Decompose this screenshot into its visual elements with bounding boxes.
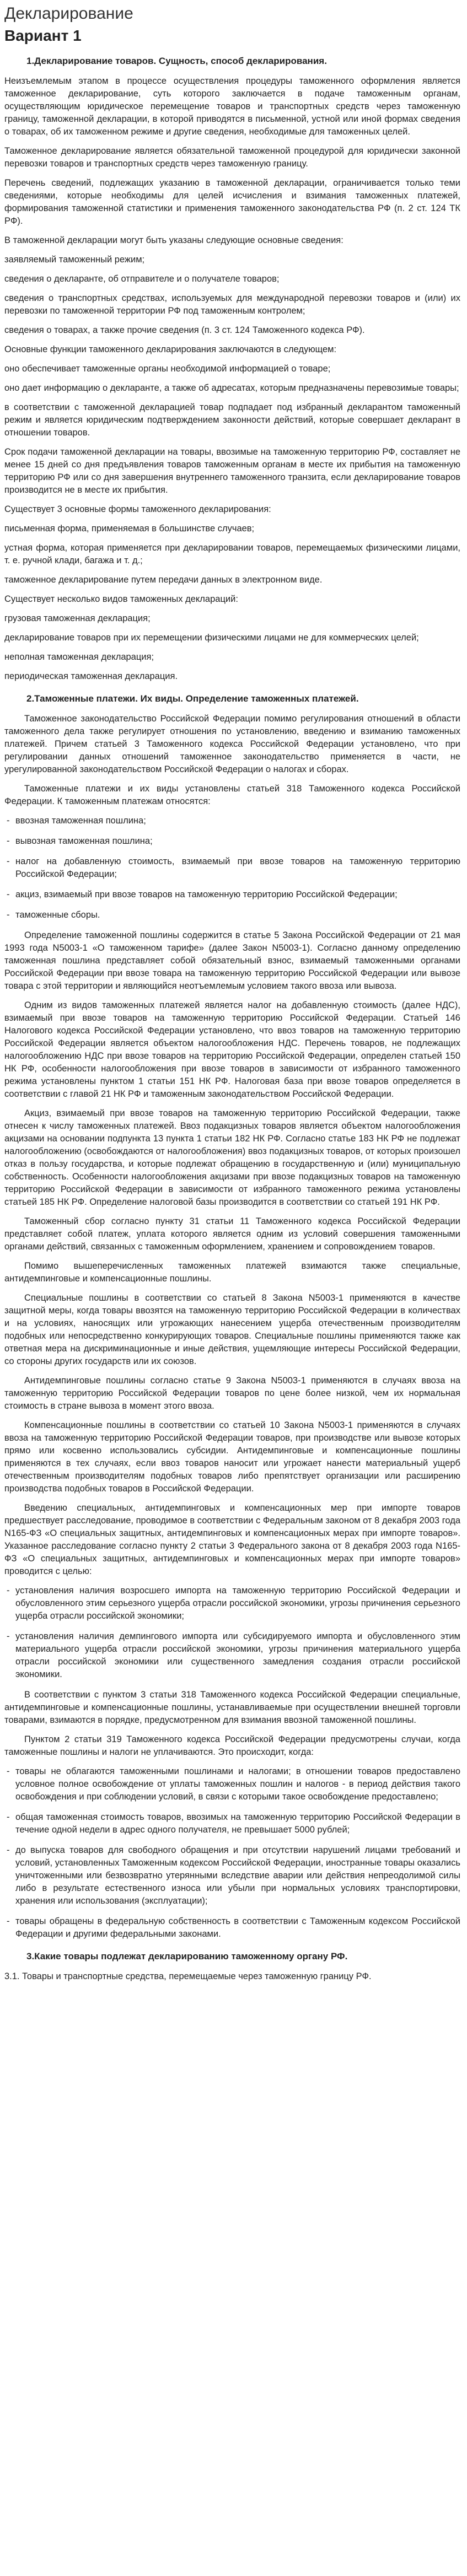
paragraph: оно обеспечивает таможенные органы необходимой информацией о товаре; [4, 364, 331, 374]
list-item: - установления наличия демпингового импорта или субсидируемого импорта и обусловленного этим материального ущерба отрасли российской экономики, угрозы причинения материального ущерба отрасли российской экономики или существенного замедления создания отрасли российской экономики. [4, 1630, 460, 1681]
variant-heading: Вариант 1 [4, 27, 82, 44]
paragraph: грузовая таможенная декларация; [4, 613, 151, 623]
paragraph: Неизъемлемым этапом в процессе осуществления процедуры таможенного оформления является таможенное декларирование, суть которого заключается в подаче таможенным органам, осуществляющим юридическое перемещение товаров и транспортных средств через таможенную границу, таможенной декларации, в которой приводятся в письменной, устной или иной формах сведения о товарах, об их таможенном режиме и другие сведения, необходимые для таможенных целей. [4, 76, 460, 137]
paragraph: В таможенной декларации могут быть указаны следующие основные сведения: [4, 235, 343, 245]
list-item: - до выпуска товаров для свободного обращения и при отсутствии нарушений лицами требований и условий, установленных Таможенным кодексом Российской Федерации, иностранные товары оказались уничтоженными или безвозвратно утерянными вследствие аварии или действия непреодолимой силы либо в результате естественного износа или убыли при нормальных условиях транспортировки, хранения или использования (эксплуатации); [4, 1844, 460, 1907]
paragraph: Определение таможенной пошлины содержится в статье 5 Закона Российской Федерации от 21 мая 1993 года N5003-1 «О таможенном тарифе» (далее Закон N5003-1). Согласно данному определению таможенная пошлина представляет собой обязательный взнос, взимаемый таможенными органами Российской Федерации при ввозе товара на таможенную территорию Российской Федерации или вывозе товара с этой территории и являющийся неотъемлемым условием такого ввоза или вывоза. [4, 930, 460, 991]
paragraph: сведения о транспортных средствах, используемых для международной перевозки товаров и (или) их перевозки по таможенной территории РФ под таможенным контролем; [4, 293, 460, 316]
paragraph: декларирование товаров при их перемещении физическими лицами не для коммерческих целей; [4, 633, 419, 643]
payment-types-list [4, 815, 460, 921]
paragraph: устная форма, которая применяется при декларировании товаров, перемещаемых физическими лицами, т. е. ручной клади, багажа и т. д.; [4, 543, 460, 565]
paragraph: Таможенный сбор согласно пункту 31 статьи 11 Таможенного кодекса Российской Федерации представляет собой платеж, уплата которого является одним из условий совершения таможенными органами действий, связанных с таможенным оформлением, хранением и сопровождением товаров. [4, 1216, 460, 1252]
paragraph: сведения о товарах, а также прочие сведения (п. 3 ст. 124 Таможенного кодекса РФ). [4, 325, 365, 335]
list-item: - ввозная таможенная пошлина; [4, 815, 460, 827]
list-item: - установления наличия возросшего импорта на таможенную территорию Российской Федерации и обусловленного этим серьезного ущерба отрасли российской экономики, угрозы причинения серьезного ущерба отрасли российской экономики; [4, 1585, 460, 1623]
paragraph: периодическая таможенная декларация. [4, 671, 178, 681]
paragraph: В соответствии с пунктом 3 статьи 318 Таможенного кодекса Российской Федерации специальные, антидемпинговые и компенсационные пошлины, устанавливаемые при осуществлении внешней торговли товарами, взимаются в порядке, предусмотренном для взимания ввозной таможенной пошлины. [4, 1690, 460, 1725]
section-2-heading: 2.Таможенные платежи. Их виды. Определение таможенных платежей. [26, 693, 359, 704]
list-item: - акциз, взимаемый при ввозе товаров на таможенную территорию Российской Федерации; [4, 888, 460, 901]
paragraph: Таможенное законодательство Российской Федерации помимо регулирования отношений в области таможенного дела также регулирует отношения по установлению, введению и взиманию таможенных платежей. Причем статьей 3 Таможенного кодекса Российской Федерации установлено, что при регулировании данных отношений таможенное законодательство применяется в части, не урегулированной законодательством Российской Федерации о налогах и сборах. [4, 714, 460, 774]
list-item: - товары не облагаются таможенными пошлинами и налогами; в отношении товаров предоставлено условное полное освобождение от уплаты таможенных пошлин и налогов - в период действия такого освобождения и при соблюдении условий, в связи с которыми такое освобождение предоставлено; [4, 1765, 460, 1803]
paragraph: Введению специальных, антидемпинговых и компенсационных мер при импорте товаров предшествует расследование, проводимое в соответствии с Федеральным законом от 8 декабря 2003 года N165-ФЗ «О специальных защитных, антидемпинговых и компенсационных мерах при импорте товаров». Указанное расследование согласно пункту 2 статьи 3 Федерального закона от 8 декабря 2003 года N165-ФЗ «О специальных защитных, антидемпинговых и компенсационных мерах при импорте товаров» проводится с целью: [4, 1503, 460, 1576]
investigation-goals-list [4, 1585, 460, 1681]
list-item: - товары обращены в федеральную собственность в соответствии с Таможенным кодексом Российской Федерации и другими федеральными законами. [4, 1915, 460, 1941]
paragraph: Основные функции таможенного декларирования заключаются в следующем: [4, 344, 337, 354]
paragraph: сведения о декларанте, об отправителе и о получателе товаров; [4, 274, 280, 284]
paragraph: Акциз, взимаемый при ввозе товаров на таможенную территорию Российской Федерации, также отнесен к числу таможенных платежей. Ввоз подакцизных товаров является объектом налогообложения акцизами на основании подпункта 13 пункта 1 статьи 182 НК РФ. Согласно статье 183 НК РФ не подлежат налогообложению (освобождаются от налогообложения) ввоз подакцизных товаров, от которых произошел отказ в пользу государства, и которые подлежат обращению в государственную и (или) муниципальную собственность. Особенности налогообложения акцизами при ввозе подакцизных товаров на таможенную территорию Российской Федерации в зависимости от избранного таможенного режима установлены статьей 185 НК РФ. Определение налоговой базы производится в соответствии со статьей 191 НК РФ. [4, 1108, 460, 1207]
paragraph: Антидемпинговые пошлины согласно статье 9 Закона N5003-1 применяются в случаях ввоза на таможенную территорию Российской Федерации товаров по цене более низкой, чем их нормальная стоимость в стране вывоза в момент этого ввоза. [4, 1376, 460, 1411]
paragraph: неполная таможенная декларация; [4, 652, 154, 662]
paragraph: Перечень сведений, подлежащих указанию в таможенной декларации, ограничивается только теми сведениями, которые необходимы для целей исчисления и взимания таможенных платежей, формирования таможенной статистики и применения таможенного законодательства РФ (п. 2 ст. 124 ТК РФ). [4, 178, 460, 226]
section-1-body [4, 75, 460, 683]
paragraph: Пунктом 2 статьи 319 Таможенного кодекса Российской Федерации предусмотрены случаи, когда таможенные пошлины и налоги не уплачиваются. Это происходит, когда: [4, 1734, 460, 1757]
list-item: - вывозная таможенная пошлина; [4, 835, 460, 848]
section-3-heading: 3.Какие товары подлежат декларированию таможенному органу РФ. [26, 1951, 348, 1961]
section-3-body [4, 1970, 460, 1983]
list-item: - таможенные сборы. [4, 909, 460, 921]
list-item: - налог на добавленную стоимость, взимаемый при ввозе товаров на таможенную территорию Российской Федерации; [4, 855, 460, 881]
paragraph: Компенсационные пошлины в соответствии со статьей 10 Закона N5003-1 применяются в случаях ввоза на таможенную территорию Российской Федерации товаров, при производстве или вывозе которых прямо или косвенно использовались субсидии. Антидемпинговые и компенсационные пошлины применяются в тех случаях, если ввоз товаров наносит или угрожает нанести материальный ущерб отечественным производителям подобных товаров либо препятствует организации или расширению производства подобных товаров в Российской Федерации. [4, 1420, 460, 1494]
paragraph: Таможенные платежи и их виды установлены статьей 318 Таможенного кодекса Российской Федерации. К таможенным платежам относятся: [4, 784, 460, 806]
paragraph: Специальные пошлины в соответствии со статьей 8 Закона N5003-1 применяются в качестве защитной меры, когда товары ввозятся на таможенную территорию Российской Федерации в количествах и на условиях, наносящих или угрожающих нанесением ущерба отечественным производителям подобных или непосредственно конкурирующих товаров. Специальные пошлины применяются также как ответная мера на дискриминационные и иные действия, ущемляющие интересы Российской Федерации, со стороны других государств или их союзов. [4, 1293, 460, 1366]
section-2-body [4, 713, 460, 1941]
paragraph: Существует несколько видов таможенных деклараций: [4, 594, 238, 604]
paragraph: Помимо вышеперечисленных таможенных платежей взимаются также специальные, антидемпинговые и компенсационные пошлины. [4, 1261, 460, 1284]
document-title: Декларирование [4, 4, 133, 23]
exemptions-list [4, 1765, 460, 1941]
paragraph: Таможенное декларирование является обязательной таможенной процедурой для юридически законной перевозки товаров и транспортных средств через таможенную границу. [4, 146, 460, 169]
bottom-spacer [4, 1990, 460, 2006]
paragraph: письменная форма, применяемая в большинстве случаев; [4, 524, 255, 533]
paragraph: Существует 3 основные формы таможенного декларирования: [4, 504, 271, 514]
paragraph: Одним из видов таможенных платежей является налог на добавленную стоимость (далее НДС), взимаемый при ввозе товаров на таможенную территорию Российской Федерации. Статьей 146 Налогового кодекса Российской Федерации установлено, что ввоз товаров на таможенную территорию Российской Федерации является объектом налогообложения НДС. Перечень товаров, не подлежащих налогообложению НДС при ввозе товаров на территорию Российской Федерации, определен статьей 150 НК РФ, особенности налогообложения при ввозе товаров в зависимости от избранного таможенного режима установлены пунктом 1 статьи 151 НК РФ. Налоговая база при ввозе товаров определяется в соответствии с главой 21 НК РФ и таможенным законодательством Российской Федерации. [4, 1000, 460, 1099]
paragraph: в соответствии с таможенной декларацией товар подпадает под избранный декларантом таможенный режим и является юридическим подтверждением законности действий, которые совершает декларант в отношении товаров. [4, 402, 460, 438]
paragraph: Срок подачи таможенной декларации на товары, ввозимые на таможенную территорию РФ, составляет не менее 15 дней со дня предъявления товаров таможенным органам в месте их прибытия на таможенную территорию РФ или со дня завершения внутреннего таможенного транзита, если декларирование товаров производится не в месте их прибытия. [4, 447, 460, 495]
section-1-heading: 1.Декларирование товаров. Сущность, способ декларирования. [26, 56, 327, 66]
paragraph: оно дает информацию о декларанте, а также об адресатах, которым предназначены перевозимые товары; [4, 383, 459, 393]
paragraph: таможенное декларирование путем передачи данных в электронном виде. [4, 575, 323, 585]
paragraph: 3.1. Товары и транспортные средства, перемещаемые через таможенную границу РФ. [4, 1971, 372, 1981]
list-item: - общая таможенная стоимость товаров, ввозимых на таможенную территорию Российской Федерации в течение одной недели в адрес одного получателя, не превышает 5000 рублей; [4, 1811, 460, 1836]
paragraph: заявляемый таможенный режим; [4, 255, 145, 265]
